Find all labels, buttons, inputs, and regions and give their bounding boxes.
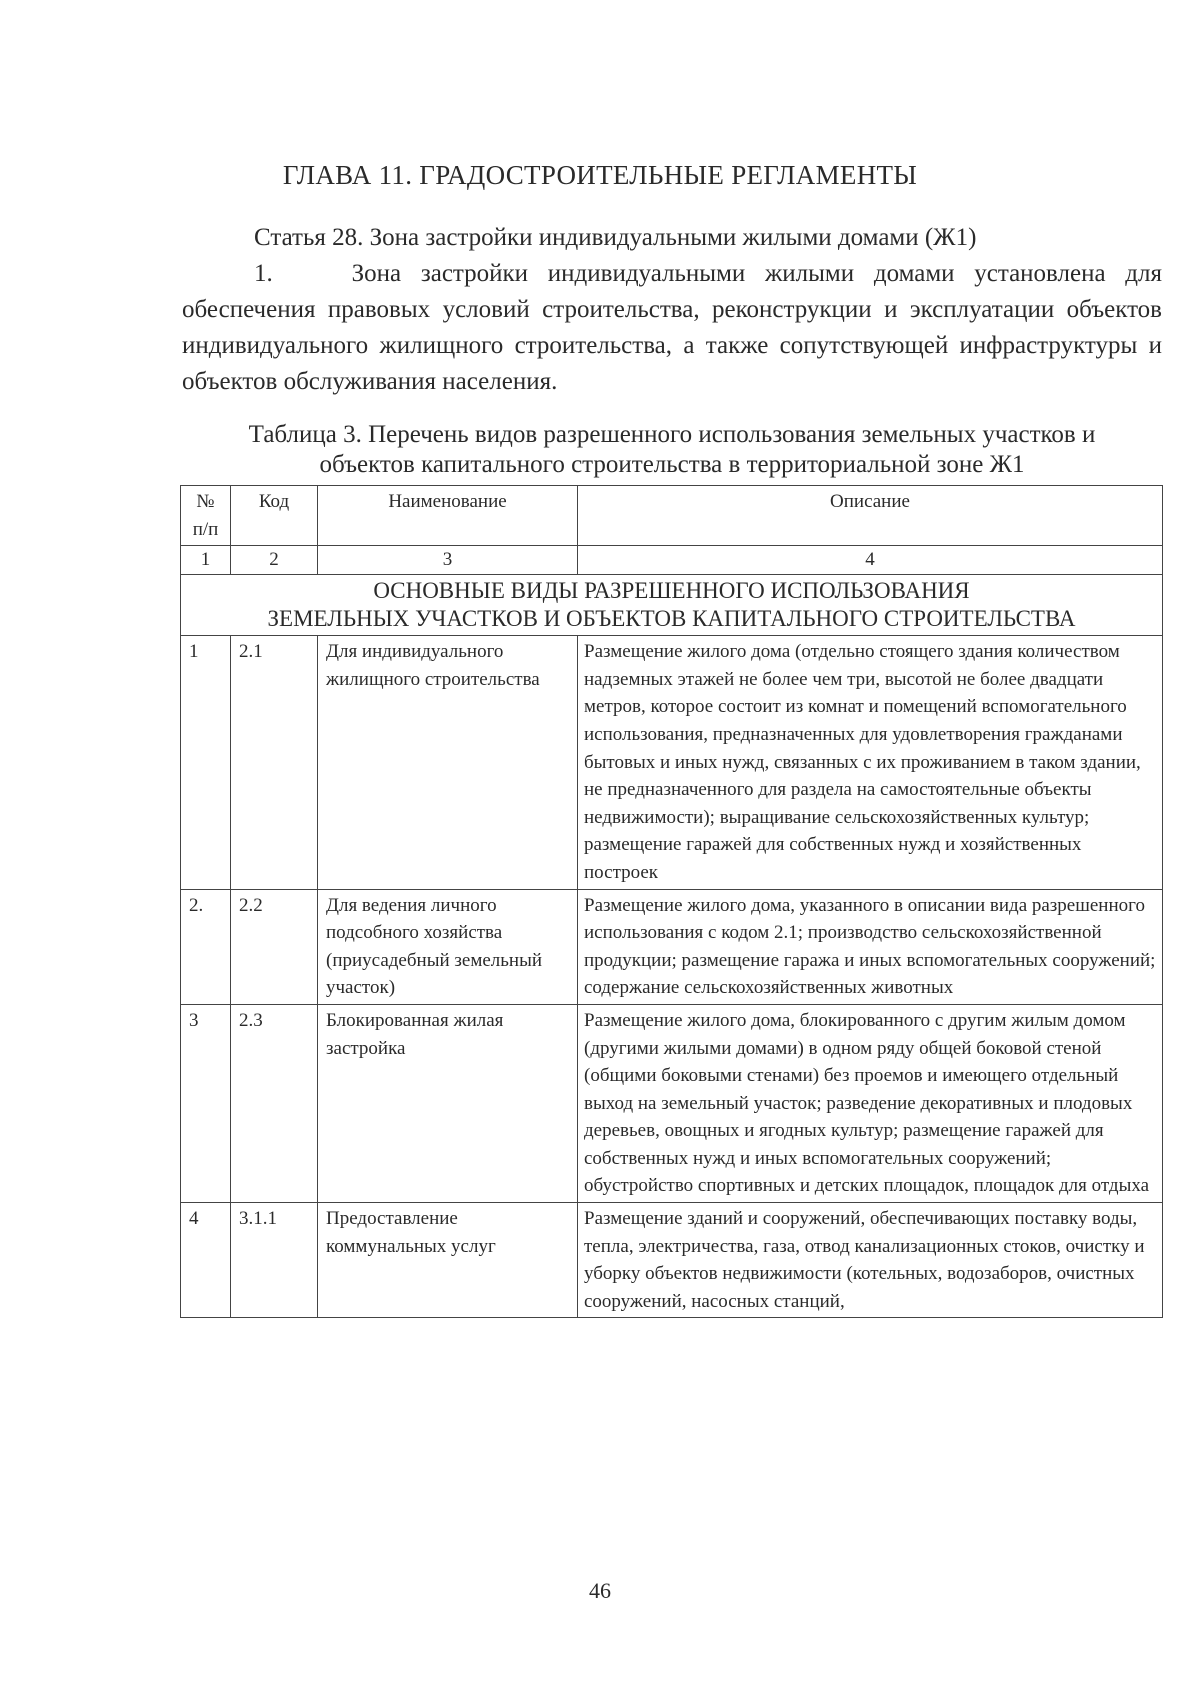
row-name: Для ведения личного подсобного хозяйства (приусадебный земельный участок) xyxy=(318,889,578,1004)
column-number: 4 xyxy=(578,546,1163,575)
section-title xyxy=(181,575,1163,636)
column-number: 3 xyxy=(318,546,578,575)
column-number-row xyxy=(181,546,1163,575)
header-num: № п/п xyxy=(181,486,231,546)
table-caption xyxy=(182,420,1162,480)
row-name: Предоставление коммунальных услуг xyxy=(318,1203,578,1318)
chapter-title: ГЛАВА 11. ГРАДОСТРОИТЕЛЬНЫЕ РЕГЛАМЕНТЫ xyxy=(282,160,918,190)
section-title-line-2: ЗЕМЕЛЬНЫХ УЧАСТКОВ И ОБЪЕКТОВ КАПИТАЛЬНОГО СТРОИТЕЛЬСТВА xyxy=(267,606,1076,632)
table-row xyxy=(181,1203,1163,1318)
row-code: 2.3 xyxy=(231,1004,318,1202)
row-name: Для индивидуального жилищного строительства xyxy=(318,636,578,889)
column-number: 2 xyxy=(231,546,318,575)
row-num: 1 xyxy=(181,636,231,889)
page-number: 46 xyxy=(589,1578,611,1603)
row-code: 2.2 xyxy=(231,889,318,1004)
permitted-use-table xyxy=(180,485,1163,1318)
row-description: Размещение зданий и сооружений, обеспечивающих поставку воды, тепла, электричества, газа, отвод канализационных стоков, очистку и уборку объектов недвижимости (котельных, водозаборов, очистных сооружений, насосных станций, xyxy=(578,1203,1163,1318)
row-num: 3 xyxy=(181,1004,231,1202)
table-row xyxy=(181,636,1163,889)
row-name: Блокированная жилая застройка xyxy=(318,1004,578,1202)
section-header-row xyxy=(181,575,1163,636)
header-code: Код xyxy=(231,486,318,546)
table-row xyxy=(181,1004,1163,1202)
table-caption-line-2: объектов капитального строительства в территориальной зоне Ж1 xyxy=(319,451,1025,478)
row-code: 3.1.1 xyxy=(231,1203,318,1318)
intro-paragraph: 1. Зона застройки индивидуальными жилыми домами установлена для обеспечения правовых условий строительства, реконструкции и эксплуатации объектов индивидуального жилищного строительства, а также сопутствующей инфраструктуры и объектов обслуживания населения. xyxy=(182,260,1162,395)
row-num: 2. xyxy=(181,889,231,1004)
table-row xyxy=(181,889,1163,1004)
row-description: Размещение жилого дома (отдельно стоящего здания количеством надземных этажей не более чем три, высотой не более двадцати метров, которое состоит из комнат и помещений вспомогательного использования, предназначенных для удовлетворения гражданами бытовых и иных нужд, связанных с их проживанием в таком здании, не предназначенного для раздела на самостоятельные объекты недвижимости); выращивание сельскохозяйственных культур; размещение гаражей для собственных нужд и хозяйственных построек xyxy=(578,636,1163,889)
section-title-line-1: ОСНОВНЫЕ ВИДЫ РАЗРЕШЕННОГО ИСПОЛЬЗОВАНИЯ xyxy=(373,578,970,604)
table-caption-line-1: Таблица 3. Перечень видов разрешенного использования земельных участков и xyxy=(248,421,1096,448)
row-code: 2.1 xyxy=(231,636,318,889)
header-name: Наименование xyxy=(318,486,578,546)
article-title: Статья 28. Зона застройки индивидуальными жилыми домами (Ж1) xyxy=(254,224,977,251)
header-description: Описание xyxy=(578,486,1163,546)
row-description: Размещение жилого дома, указанного в описании вида разрешенного использования с кодом 2.1; производство сельскохозяйственной продукции; размещение гаража и иных вспомогательных сооружений; содержание сельскохозяйственных животных xyxy=(578,889,1163,1004)
column-number: 1 xyxy=(181,546,231,575)
row-num: 4 xyxy=(181,1203,231,1318)
row-description: Размещение жилого дома, блокированного с другим жилым домом (другими жилыми домами) в одном ряду общей боковой стеной (общими боковыми стенами) без проемов и имеющего отдельный выход на земельный участок; разведение декоративных и плодовых деревьев, овощных и ягодных культур; размещение гаражей для собственных нужд и иных вспомогательных сооружений; обустройство спортивных и детских площадок, площадок для отдыха xyxy=(578,1004,1163,1202)
table-header-row xyxy=(181,486,1163,546)
